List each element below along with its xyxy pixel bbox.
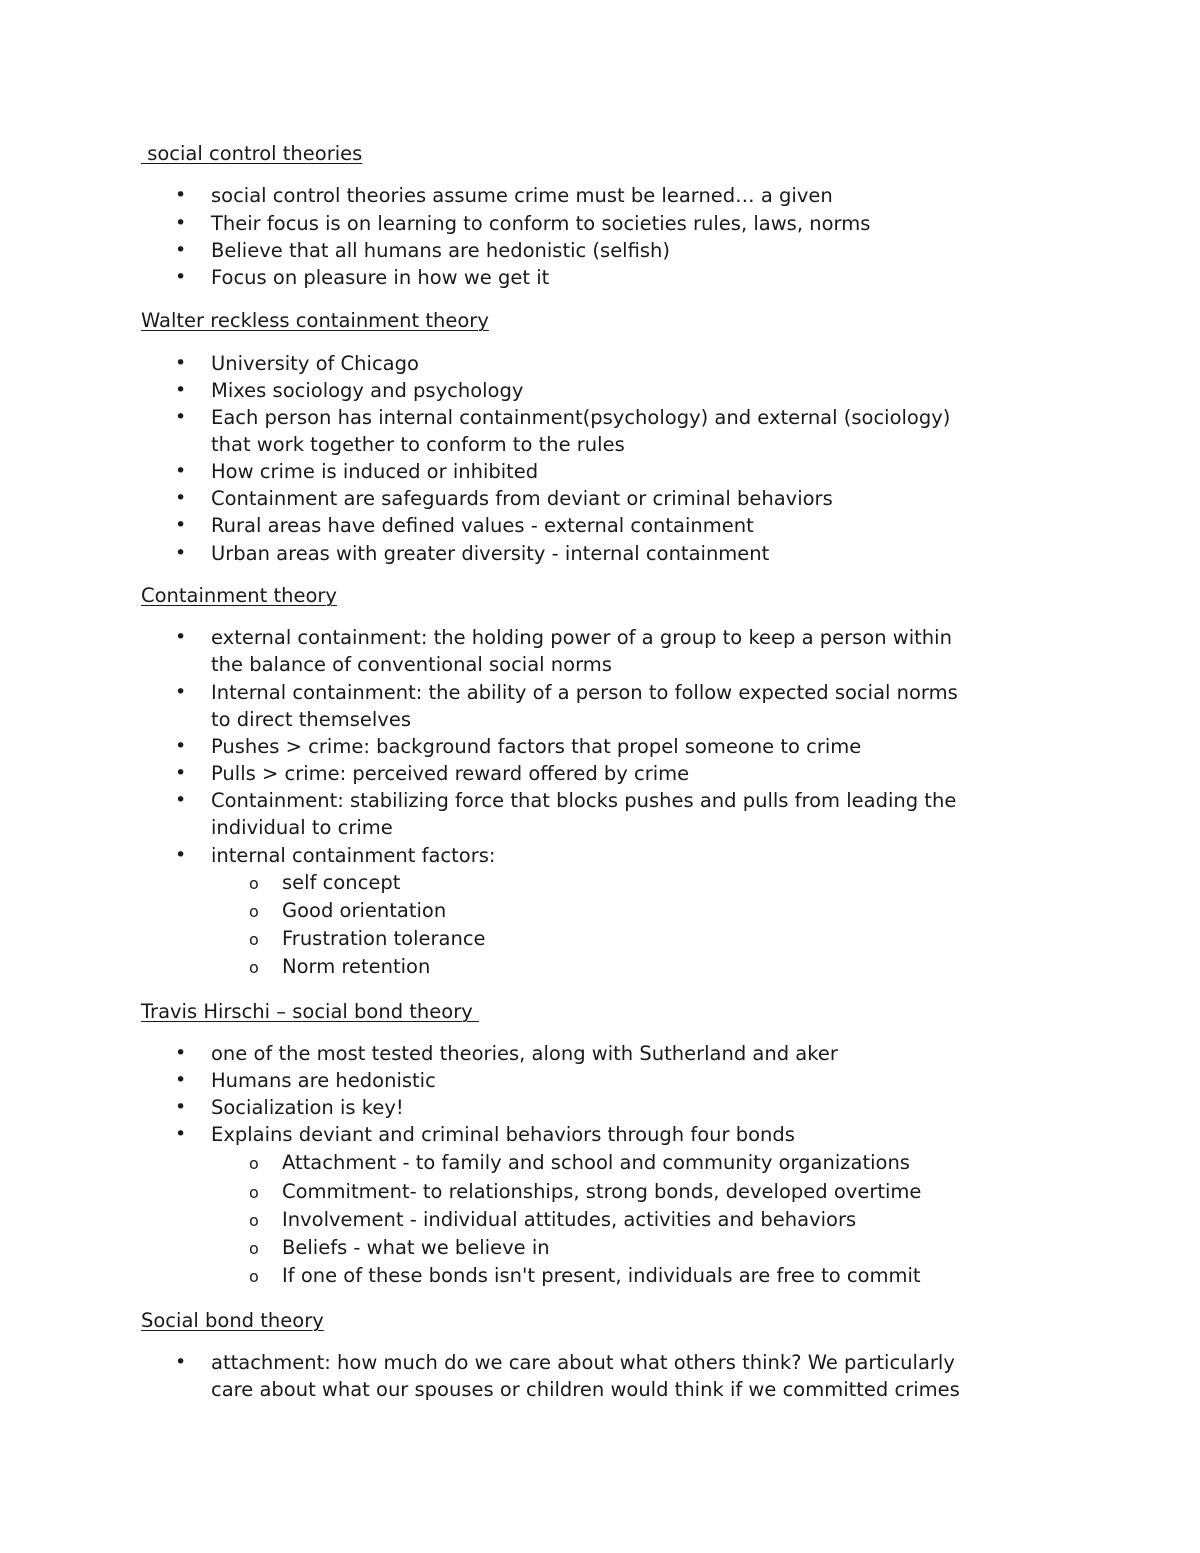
list-item: • Socialization is key!: [175, 1096, 404, 1119]
bullet-icon: •: [175, 1042, 187, 1064]
list-item: • Pulls > crime: perceived reward offered by crime: [175, 762, 690, 785]
sub-list-item: o Norm retention: [282, 953, 430, 980]
bullet-icon: •: [175, 789, 187, 811]
sub-list-item: o Frustration tolerance: [282, 925, 486, 952]
circle-bullet-icon: o: [249, 930, 259, 949]
list-item: • external containment: the holding power of a group to keep a person within the balance of conventional social norms: [175, 626, 952, 676]
bullet-icon: •: [175, 184, 187, 206]
list-item: • Humans are hedonistic: [175, 1069, 436, 1092]
list-item: • attachment: how much do we care about what others think? We particularly care about what our spouses or children would think if we committed crimes: [175, 1351, 960, 1401]
bullet-icon: •: [175, 735, 187, 757]
circle-bullet-icon: o: [249, 1239, 259, 1258]
sub-list-item: o Beliefs - what we believe in: [282, 1234, 550, 1261]
list-item: • Focus on pleasure in how we get it: [175, 266, 550, 289]
sub-list-item: o Good orientation: [282, 897, 446, 924]
list-item: • Their focus is on learning to conform to societies rules, laws, norms: [175, 212, 871, 235]
heading-social-control-theories: social control theories: [141, 142, 363, 165]
list-item: • How crime is induced or inhibited: [175, 460, 539, 483]
sub-list-item: o Attachment - to family and school and community organizations: [282, 1149, 910, 1176]
list-item: • Rural areas have defined values - external containment: [175, 514, 754, 537]
bullet-icon: •: [175, 379, 187, 401]
heading-containment-theory: Containment theory: [141, 584, 337, 607]
bullet-icon: •: [175, 487, 187, 509]
bullet-icon: •: [175, 1351, 187, 1373]
heading-social-bond-theory: Social bond theory: [141, 1309, 324, 1332]
list-item: • Containment: stabilizing force that blocks pushes and pulls from leading the individual to crime: [175, 789, 957, 839]
bullet-icon: •: [175, 681, 187, 703]
list-item: • University of Chicago: [175, 352, 419, 375]
list-item: • Each person has internal containment(psychology) and external (sociology) that work together to conform to the rules: [175, 406, 951, 456]
bullet-icon: •: [175, 514, 187, 536]
heading-walter-reckless: Walter reckless containment theory: [141, 309, 489, 332]
circle-bullet-icon: o: [249, 1211, 259, 1230]
bullet-icon: •: [175, 352, 187, 374]
list-item: • Internal containment: the ability of a person to follow expected social norms to direct themselves: [175, 681, 958, 731]
list-item: • social control theories assume crime must be learned… a given: [175, 184, 833, 207]
list-item: • Containment are safeguards from deviant or criminal behaviors: [175, 487, 833, 510]
sub-list-item: o If one of these bonds isn't present, individuals are free to commit: [282, 1262, 921, 1289]
list-item: • Mixes sociology and psychology: [175, 379, 524, 402]
bullet-icon: •: [175, 460, 187, 482]
bullet-icon: •: [175, 626, 187, 648]
circle-bullet-icon: o: [249, 1154, 259, 1173]
heading-travis-hirschi: Travis Hirschi – social bond theory: [141, 1000, 479, 1023]
bullet-icon: •: [175, 406, 187, 428]
circle-bullet-icon: o: [249, 958, 259, 977]
list-item: • Pushes > crime: background factors that propel someone to crime: [175, 735, 862, 758]
bullet-icon: •: [175, 212, 187, 234]
bullet-icon: •: [175, 1123, 187, 1145]
bullet-icon: •: [175, 844, 187, 866]
sub-list-item: o Involvement - individual attitudes, activities and behaviors: [282, 1206, 856, 1233]
circle-bullet-icon: o: [249, 902, 259, 921]
sub-list-item: o Commitment- to relationships, strong bonds, developed overtime: [282, 1178, 921, 1205]
list-item: • internal containment factors:: [175, 844, 496, 867]
bullet-icon: •: [175, 542, 187, 564]
circle-bullet-icon: o: [249, 874, 259, 893]
bullet-icon: •: [175, 239, 187, 261]
list-item: • Explains deviant and criminal behaviors through four bonds: [175, 1123, 795, 1146]
circle-bullet-icon: o: [249, 1183, 259, 1202]
sub-list-item: o self concept: [282, 869, 400, 896]
bullet-icon: •: [175, 762, 187, 784]
bullet-icon: •: [175, 1096, 187, 1118]
list-item: • Urban areas with greater diversity - internal containment: [175, 542, 770, 565]
circle-bullet-icon: o: [249, 1267, 259, 1286]
list-item: • one of the most tested theories, along with Sutherland and aker: [175, 1042, 838, 1065]
list-item: • Believe that all humans are hedonistic (selfish): [175, 239, 671, 262]
bullet-icon: •: [175, 266, 187, 288]
bullet-icon: •: [175, 1069, 187, 1091]
